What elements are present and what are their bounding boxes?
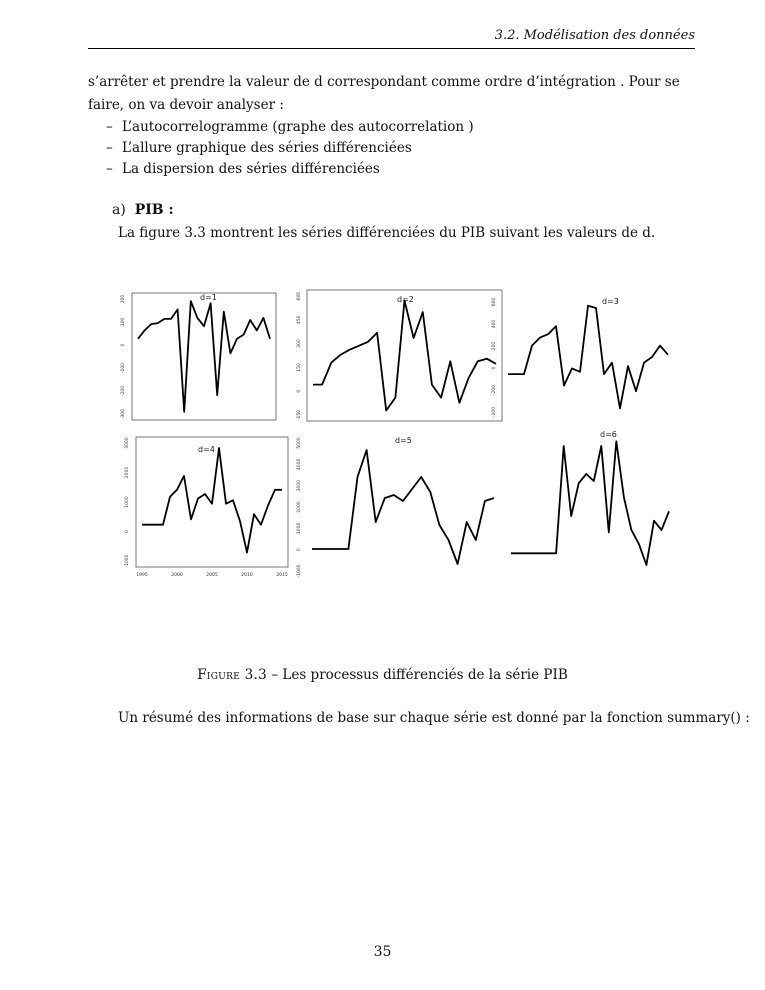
plot-title: d=5 <box>395 436 412 445</box>
y-tick-label: -200 <box>121 385 126 397</box>
y-tick-label: 200 <box>492 341 497 351</box>
y-tick-label: -300 <box>121 408 126 420</box>
figure-caption <box>0 667 765 683</box>
x-tick-label: 2000 <box>171 573 183 578</box>
figure-caption-text: – Les processus différenciés de la série PIB <box>267 667 568 683</box>
bullet-text: La dispersion des séries différenciées <box>122 161 380 177</box>
y-tick-label: 0 <box>492 366 497 370</box>
y-tick-label: 0 <box>297 389 302 393</box>
series-line <box>508 306 668 409</box>
y-tick-label: 200 <box>121 294 126 304</box>
y-tick-label: 5000 <box>297 437 302 449</box>
x-tick-label: 2005 <box>206 573 218 578</box>
plot-title: d=3 <box>602 297 619 306</box>
y-tick-label: -150 <box>297 409 302 421</box>
y-tick-label: 0 <box>125 530 130 533</box>
y-tick-label: -1000 <box>125 554 130 568</box>
series-line <box>142 448 282 553</box>
section-title: PIB : <box>134 202 174 218</box>
x-tick-label: 1995 <box>136 573 148 578</box>
y-tick-label: 3000 <box>125 437 130 449</box>
y-tick-label: -1000 <box>297 564 302 578</box>
bullet-item: – L’autocorrelogramme (graphe des autocorrelation ) <box>106 119 474 135</box>
y-tick-label: -200 <box>492 384 497 396</box>
section-marker: a) <box>112 202 126 218</box>
page-number: 35 <box>373 944 392 960</box>
series-line <box>511 441 669 565</box>
y-tick-label: 2000 <box>125 466 130 479</box>
y-tick-label: 2000 <box>297 501 302 513</box>
y-tick-label: 0 <box>297 548 302 552</box>
y-tick-label: 1000 <box>125 496 130 508</box>
plot-title: d=2 <box>397 295 414 304</box>
summary-paragraph: Un résumé des informations de base sur chaque série est donné par la fonction summary() : <box>118 710 750 726</box>
intro-paragraph: s’arrêter et prendre la valeur de d correspondant comme ordre d’intégration . Pour se faire, on va devoir analyser : <box>88 74 680 113</box>
running-head: 3.2. Modélisation des données <box>494 28 695 43</box>
bullet-item: – La dispersion des séries différenciées <box>106 161 380 177</box>
series-line <box>312 450 494 564</box>
plot-title: d=4 <box>198 445 215 454</box>
plot-title: d=6 <box>600 430 617 439</box>
y-tick-label: 600 <box>297 291 302 301</box>
x-tick-label: 2010 <box>241 573 253 578</box>
y-tick-label: 300 <box>297 339 302 348</box>
y-tick-label: 4000 <box>297 458 302 471</box>
y-tick-label: 3000 <box>297 479 302 492</box>
y-tick-label: -100 <box>121 362 126 374</box>
series-line <box>138 301 270 412</box>
bullet-text: L’allure graphique des séries différenciées <box>122 140 412 156</box>
bullet-text: L’autocorrelogramme (graphe des autocorrelation ) <box>122 119 474 135</box>
bullet-item: – L’allure graphique des séries différenciées <box>106 140 412 156</box>
y-tick-label: 1000 <box>297 522 302 535</box>
figure-caption-label: Figure 3.3 <box>197 667 268 683</box>
y-tick-label: 150 <box>297 363 302 372</box>
y-tick-label: 0 <box>121 343 126 347</box>
plot-frame <box>132 293 276 420</box>
y-tick-label: -400 <box>492 406 497 418</box>
plot-title: d=1 <box>200 293 217 302</box>
figure-intro: La figure 3.3 montrent les séries différenciées du PIB suivant les valeurs de d. <box>118 225 656 241</box>
y-tick-label: 600 <box>492 297 497 307</box>
y-tick-label: 450 <box>297 315 302 325</box>
x-tick-label: 2015 <box>276 573 288 578</box>
y-tick-label: 100 <box>121 317 126 327</box>
series-line <box>313 301 496 411</box>
y-tick-label: 400 <box>492 319 497 329</box>
